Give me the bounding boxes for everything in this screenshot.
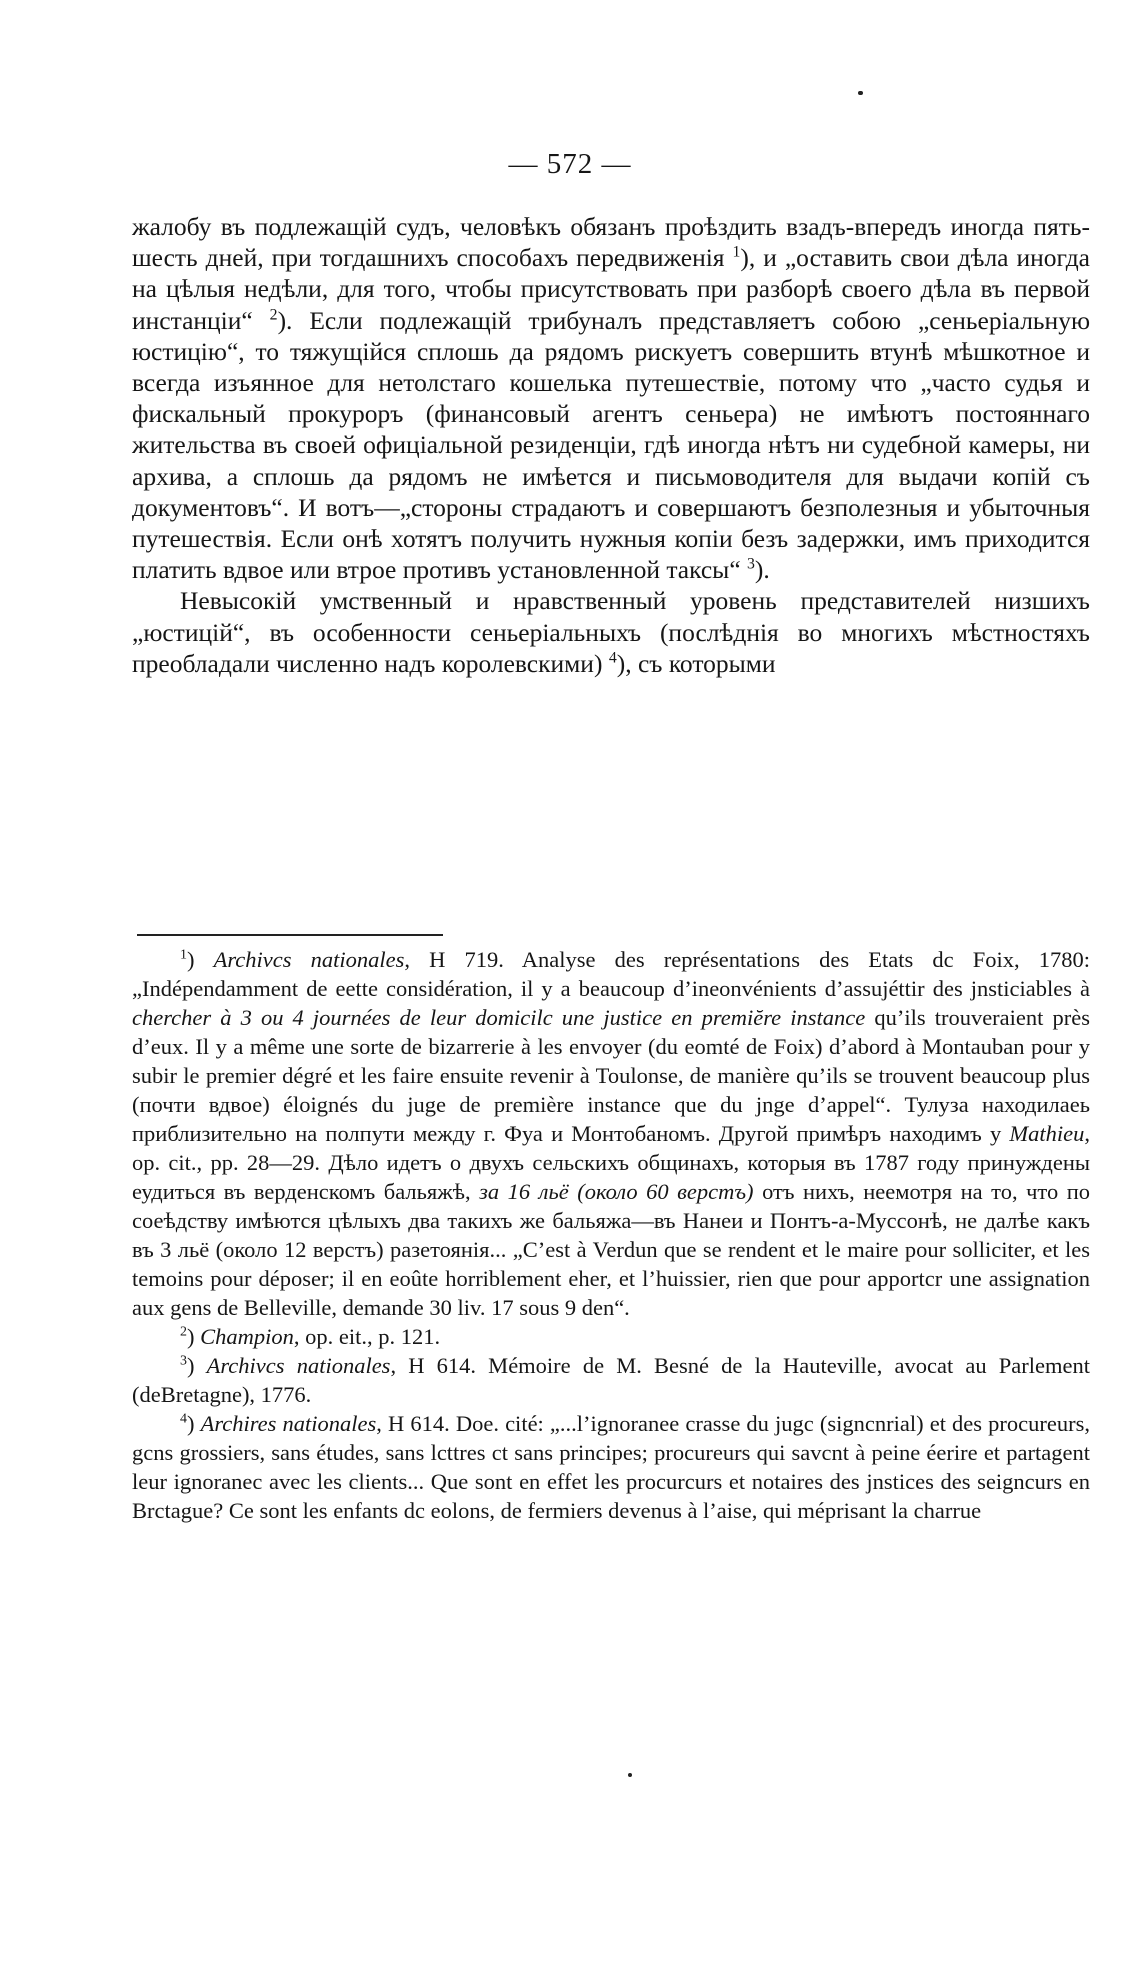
footnotes [132, 945, 1090, 1525]
footnote-marker: 3 [180, 1353, 187, 1369]
italic-text: chercher à 3 ou 4 journées de leur domicilc une justice en premiĕre instance [132, 1005, 866, 1030]
footnote-separator [137, 934, 443, 936]
footnote: $^4$) Archires nationales, H 614. Doe. cité: „...l’ignoranee crasse du jugc (signcnrial) et des procureurs, gcns grossiers, sans études, sans lcttres ct sans principes; procureurs qui savcnt à peine éerire et partagent leur ignoranec avec les clients... Que sont en effet les procurcurs et notaires des jnstices des seigncurs en Brctague? Ce sont les enfants dc eolons, de fermiers devenus à l’aise, qui méprisant la charrue [132, 1411, 1090, 1523]
italic-text: за 16 льё (около 60 верстъ) [479, 1179, 754, 1204]
italic-text: Mathieu [1009, 1121, 1085, 1146]
speck-mark-top [858, 91, 863, 95]
footnote: $^1$) Archivcs nationales, H 719. Analyse des représentations des Etats dc Foix, 1780: „Indépendamment de eette considération, il y a beaucoup d’ineonvénients d’assujéttir des jnsticiables à chercher à 3 ou 4 journées de leur domicilc une justice en premiĕre instance qu’ils trouveraient près d’eux. Il y a même une sorte de bizarrerie à les envoyer (du eomté de Foix) d’abord à Montauban pour y subir le premier dégré et les faire ensuite revenir à Toulonse, de manière qu’ils se trouvent beaucoup plus (почти вдвое) éloignés du juge de première instance que du jnge d’appel“. Тулуза находилаеь приблизительно на полпути между г. Фуа и Монтобаномъ. Другой примѣръ находимъ у Mathieu, op. cit., pp. 28—29. Дѣло идетъ о двухъ сельскихъ общинахъ, которыя въ 1787 году принуждены еудиться въ верденскомъ бальяжѣ, за 16 льё (около 60 верстъ) отъ нихъ, неемотря на то, что по соеѣдству имѣются цѣлыхъ два такихъ же бальяжа—въ Нанеи и Понтъ-а-Муссонѣ, не далѣе какъ въ 3 льё (около 12 верстъ) разетоянія... „C’est à Verdun que se rendent et le maire pour solliciter, et les temoins pour déposer; il en eoûte horriblement eher, et l’huissier, rien que pour apportcr une assignation aux gens de Belleville, demande 30 liv. 17 sous 9 den“. [132, 947, 1090, 1320]
page-number: — 572 — [508, 148, 632, 180]
footnote-ref: 2 [269, 306, 278, 324]
speck-mark-bottom [628, 1773, 632, 1777]
paragraph: жалобу въ подлежащій судъ, человѣкъ обязанъ проѣздить взадъ-впередъ иногда пять-шесть дней, при тогдашнихъ способахъ передвиженія $^1$), и „оставить свои дѣла иногда на цѣлыя недѣли, для того, чтобы присутствовать при разборѣ своего дѣла въ первой инстанціи“ $^2$). Если подлежащій трибуналъ представляетъ собою „сеньеріальную юстицію“, то тяжущійся сплошь да рядомъ рискуетъ совершить втунѣ мѣшкотное и всегда изъянное для нетолстаго кошелька путешествіе, потому что „часто судья и фискальный прокуроръ (финансовый агентъ сеньера) не имѣютъ постояннаго жительства въ своей офиціальной резиденціи, гдѣ иногда нѣтъ ни судебной камеры, ни архива, а сплошь да рядомъ не имѣется и письмоводителя для выдачи копій съ документовъ“. И вотъ—„стороны страдаютъ и совершаютъ безполезныя и убыточныя путешествія. Если онѣ хотятъ получить нужныя копіи безъ задержки, имъ приходится платить вдвое или втрое противъ установленной таксы“ $^3$). [132, 212, 1091, 585]
italic-text: Archivcs nationales [206, 1353, 391, 1378]
italic-text: Champion [200, 1324, 294, 1349]
footnote-marker: 1 [180, 947, 187, 963]
footnote-ref: 1 [732, 243, 741, 261]
footnote-marker: 4 [180, 1411, 187, 1427]
paragraph: Невысокій умственный и нравственный уровень представителей низшихъ „юстицій“, въ особенности сеньеріальныхъ (послѣднія во многихъ мѣстностяхъ преобладали численно надъ королевскими) $^4$), съ которыми [132, 586, 1090, 678]
footnote-ref: 3 [747, 555, 755, 573]
main-text [132, 211, 1090, 679]
italic-text: Archires nationales [200, 1411, 377, 1436]
footnote-ref: 4 [608, 649, 617, 667]
italic-text: Archivcs nationales [213, 947, 405, 972]
footnote-marker: 2 [180, 1324, 187, 1340]
footnote: $^3$) Archivcs nationales, H 614. Mémoire de M. Besné de la Hauteville, avocat au Parlement (deBretagne), 1776. [132, 1353, 1090, 1407]
footnote: $^2$) Champion, op. eit., p. 121. [180, 1324, 441, 1349]
